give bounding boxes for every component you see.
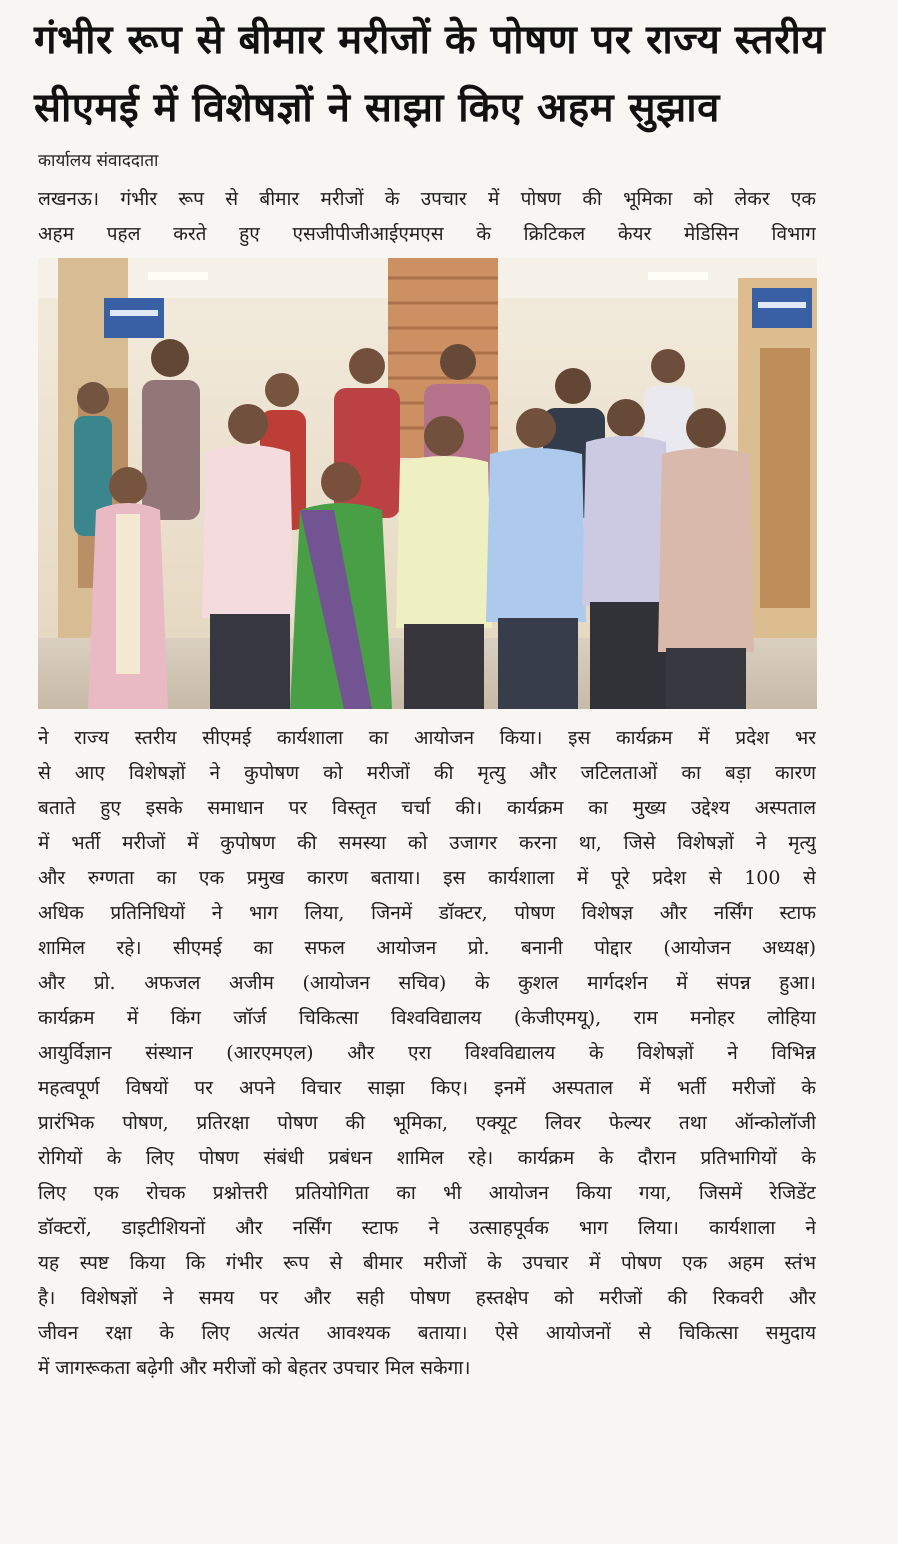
body-line-last: में जागरूकता बढ़ेगी और मरीजों को बेहतर उपचार मिल सकेगा।: [38, 1357, 471, 1379]
body-line: शामिल रहे। सीएमई का सफल आयोजन प्रो. बनानी पोद्दार (आयोजन अध्यक्ष): [38, 937, 816, 959]
body-line: ने राज्य स्तरीय सीएमई कार्यशाला का आयोजन किया। इस कार्यक्रम में प्रदेश भर: [38, 727, 816, 749]
body-line: लिए एक रोचक प्रश्नोत्तरी प्रतियोगिता का भी आयोजन किया गया, जिसमें रेजिडेंट: [38, 1182, 816, 1204]
body-line: प्रारंभिक पोषण, प्रतिरक्षा पोषण की भूमिका, एक्यूट लिवर फेल्यर तथा ऑन्कोलॉजी: [38, 1112, 816, 1134]
body-line: है। विशेषज्ञों ने समय पर और सही पोषण हस्तक्षेप को मरीजों की रिकवरी और: [38, 1287, 816, 1309]
headline-line-1: गंभीर रूप से बीमार मरीजों के पोषण पर राज्य स्तरीय: [34, 17, 826, 63]
body-line: से आए विशेषज्ञों ने कुपोषण को मरीजों की मृत्यु और जटिलताओं का बड़ा कारण: [38, 762, 816, 784]
body-line: और रुग्णता का एक प्रमुख कारण बताया। इस कार्यशाला में पूरे प्रदेश से 100 से: [38, 867, 816, 889]
body-line: डॉक्टरों, डाइटीशियनों और नर्सिंग स्टाफ ने उत्साहपूर्वक भाग लिया। कार्यशाला ने: [38, 1217, 816, 1239]
body-line: आयुर्विज्ञान संस्थान (आरएमएल) और एरा विश्वविद्यालय के विशेषज्ञों ने विभिन्न: [38, 1042, 816, 1064]
intro-line: अहम पहल करते हुए एसजीपीजीआईएमएस के क्रिटिकल केयर मेडिसिन विभाग: [38, 223, 816, 245]
body-line: रोगियों के लिए पोषण संबंधी प्रबंधन शामिल रहे। कार्यक्रम के दौरान प्रतिभागियों के: [38, 1147, 816, 1169]
body-line: महत्वपूर्ण विषयों पर अपने विचार साझा किए। इनमें अस्पताल में भर्ती मरीजों के: [38, 1077, 816, 1099]
byline: कार्यालय संवाददाता: [38, 151, 159, 171]
body-line: कार्यक्रम में किंग जॉर्ज चिकित्सा विश्वविद्यालय (केजीएमयू), राम मनोहर लोहिया: [38, 1007, 816, 1029]
headline-line-2: सीएमई में विशेषज्ञों ने साझा किए अहम सुझाव: [34, 85, 720, 131]
intro-line: लखनऊ। गंभीर रूप से बीमार मरीजों के उपचार में पोषण की भूमिका को लेकर एक: [38, 188, 816, 210]
body-line: बताते हुए इसके समाधान पर विस्तृत चर्चा की। कार्यक्रम का मुख्य उद्देश्य अस्पताल: [38, 797, 816, 819]
group-photo: [38, 258, 817, 709]
body-line: यह स्पष्ट किया कि गंभीर रूप से बीमार मरीजों के उपचार में पोषण एक अहम स्तंभ: [38, 1252, 816, 1274]
group-photo-illustration: [38, 258, 817, 709]
body-line: अधिक प्रतिनिधियों ने भाग लिया, जिनमें डॉक्टर, पोषण विशेषज्ञ और नर्सिंग स्टाफ: [38, 902, 816, 924]
body-line: जीवन रक्षा के लिए अत्यंत आवश्यक बताया। ऐसे आयोजनों से चिकित्सा समुदाय: [38, 1322, 816, 1344]
body-line: और प्रो. अफजल अजीम (आयोजन सचिव) के कुशल मार्गदर्शन में संपन्न हुआ।: [38, 972, 816, 994]
body-line: में भर्ती मरीजों में कुपोषण की समस्या को उजागर करना था, जिसे विशेषज्ञों ने मृत्यु: [38, 832, 816, 854]
